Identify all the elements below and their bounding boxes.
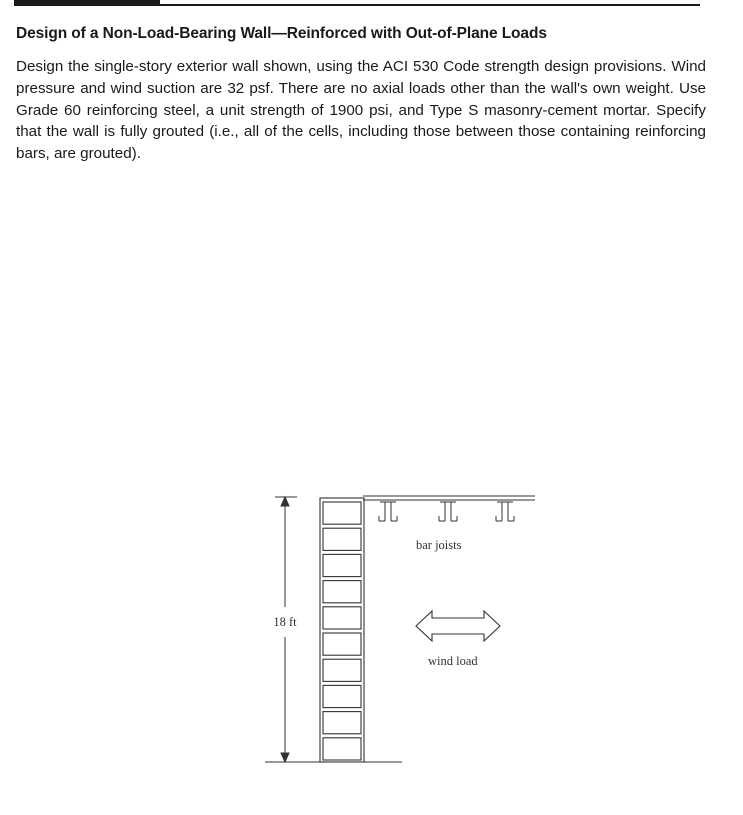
masonry-block <box>323 502 361 524</box>
masonry-block <box>323 528 361 550</box>
bar-joist <box>496 502 514 521</box>
bar-joists <box>379 502 514 521</box>
masonry-block <box>323 633 361 655</box>
wind-load-arrow <box>416 611 500 641</box>
problem-statement: Design the single-story exterior wall shown, using the ACI 530 Code strength design provisions. Wind pressure and wind suction are 32 psf. There are no axial loads other than the wall's own weight. Use Grade 60 reinforcing steel, a unit strength of 1900 psi, and Type S masonry-cement mortar. Specify that the wall is fully grouted (i.e., all of the cells, including those between those containing reinforcing bars, are grouted). <box>16 58 706 163</box>
wall-outline <box>320 498 364 762</box>
bar-joist <box>379 502 397 521</box>
masonry-block <box>323 554 361 576</box>
problem-title: Design of a Non-Load-Bearing Wall—Reinforced with Out-of-Plane Loads <box>16 25 547 42</box>
wind-load-label: wind load <box>428 654 478 668</box>
height-label: 18 ft <box>273 615 297 629</box>
masonry-block <box>323 607 361 629</box>
masonry-block <box>323 581 361 603</box>
masonry-block <box>323 712 361 734</box>
height-dimension <box>275 497 297 762</box>
masonry-block <box>323 685 361 707</box>
dimension-top-arrow <box>281 497 289 506</box>
masonry-wall <box>320 498 364 762</box>
masonry-block <box>323 738 361 760</box>
roof-framing <box>363 496 535 500</box>
bar-joist <box>439 502 457 521</box>
dimension-bottom-arrow <box>281 753 289 762</box>
masonry-block <box>323 659 361 681</box>
bar-joists-label: bar joists <box>416 538 462 552</box>
